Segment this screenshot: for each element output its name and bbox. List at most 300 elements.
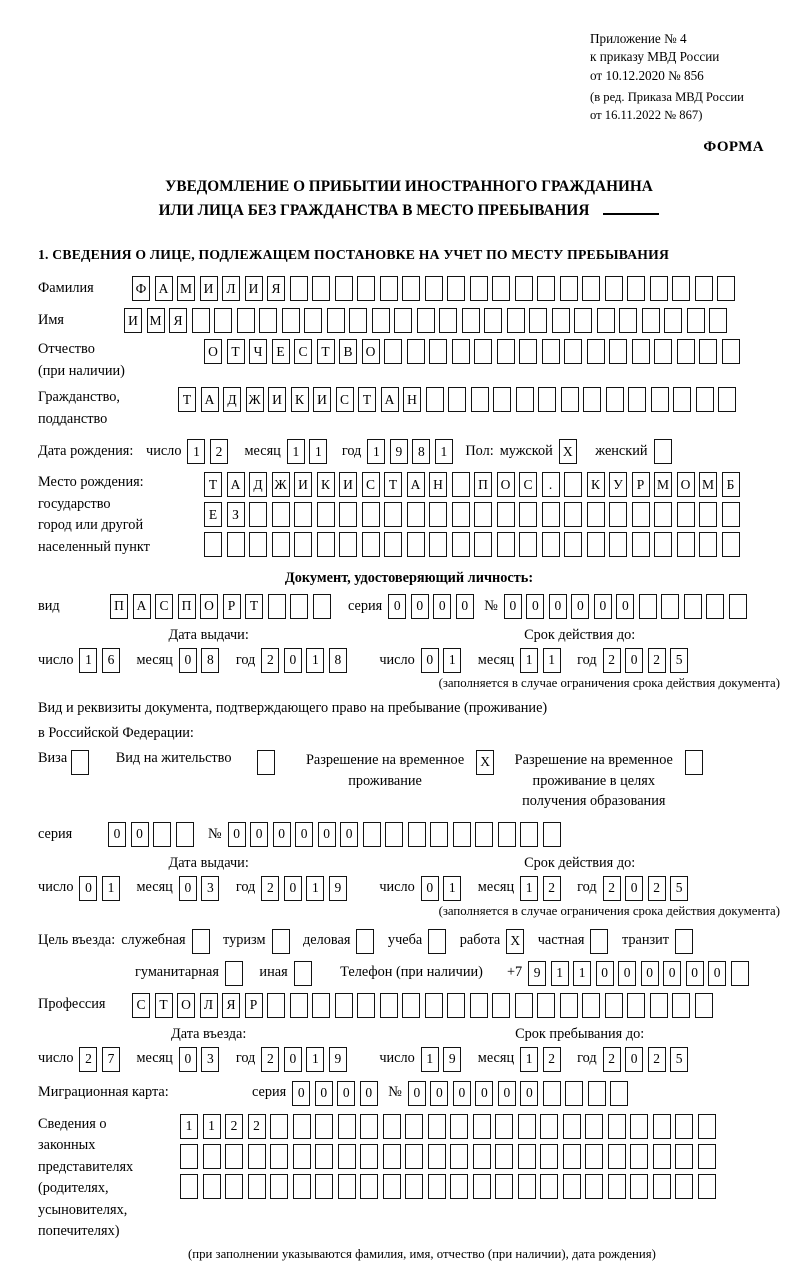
char-cell[interactable]: [317, 502, 335, 527]
char-cell[interactable]: [654, 532, 672, 557]
char-cell[interactable]: [327, 308, 345, 333]
char-cell[interactable]: К: [587, 472, 605, 497]
char-cell[interactable]: [585, 1174, 603, 1199]
char-cell[interactable]: X: [506, 929, 524, 954]
char-cell[interactable]: С: [362, 472, 380, 497]
identity-issue-month[interactable]: [179, 648, 224, 673]
char-cell[interactable]: [729, 594, 747, 619]
char-cell[interactable]: [484, 308, 502, 333]
char-cell[interactable]: [630, 1114, 648, 1139]
identity-expiry-day[interactable]: [421, 648, 466, 673]
char-cell[interactable]: [214, 308, 232, 333]
char-cell[interactable]: [294, 961, 312, 986]
identity-number-boxes[interactable]: [504, 594, 752, 619]
char-cell[interactable]: [257, 750, 275, 775]
char-cell[interactable]: [384, 532, 402, 557]
char-cell[interactable]: 0: [295, 822, 313, 847]
char-cell[interactable]: Я: [222, 993, 240, 1018]
residence-issue-year[interactable]: [261, 876, 351, 901]
birth-day-boxes[interactable]: [187, 439, 232, 464]
char-cell[interactable]: 0: [421, 876, 439, 901]
char-cell[interactable]: [349, 308, 367, 333]
char-cell[interactable]: [582, 276, 600, 301]
char-cell[interactable]: [452, 532, 470, 557]
char-cell[interactable]: 7: [102, 1047, 120, 1072]
char-cell[interactable]: [270, 1144, 288, 1169]
char-cell[interactable]: 1: [573, 961, 591, 986]
char-cell[interactable]: [267, 993, 285, 1018]
char-cell[interactable]: 0: [453, 1081, 471, 1106]
char-cell[interactable]: [585, 1114, 603, 1139]
char-cell[interactable]: 0: [79, 876, 97, 901]
char-cell[interactable]: Т: [204, 472, 222, 497]
identity-issue-day[interactable]: [79, 648, 124, 673]
char-cell[interactable]: [609, 339, 627, 364]
char-cell[interactable]: [709, 308, 727, 333]
char-cell[interactable]: [718, 387, 736, 412]
char-cell[interactable]: [362, 532, 380, 557]
char-cell[interactable]: [677, 532, 695, 557]
char-cell[interactable]: Р: [245, 993, 263, 1018]
char-cell[interactable]: [632, 532, 650, 557]
char-cell[interactable]: [563, 1144, 581, 1169]
char-cell[interactable]: 2: [261, 1047, 279, 1072]
char-cell[interactable]: 0: [228, 822, 246, 847]
char-cell[interactable]: [519, 502, 537, 527]
char-cell[interactable]: 0: [571, 594, 589, 619]
char-cell[interactable]: [450, 1114, 468, 1139]
char-cell[interactable]: [542, 339, 560, 364]
char-cell[interactable]: [519, 339, 537, 364]
sex-male-checkbox[interactable]: [559, 439, 582, 464]
stay-year[interactable]: [603, 1047, 693, 1072]
char-cell[interactable]: [609, 532, 627, 557]
char-cell[interactable]: [407, 502, 425, 527]
char-cell[interactable]: [360, 1114, 378, 1139]
char-cell[interactable]: О: [177, 993, 195, 1018]
residence-expiry-month[interactable]: [520, 876, 565, 901]
char-cell[interactable]: [272, 532, 290, 557]
phone-boxes[interactable]: [528, 961, 753, 986]
char-cell[interactable]: [475, 822, 493, 847]
char-cell[interactable]: [290, 993, 308, 1018]
char-cell[interactable]: 2: [603, 648, 621, 673]
residence-expiry-year[interactable]: [603, 876, 693, 901]
char-cell[interactable]: X: [559, 439, 577, 464]
char-cell[interactable]: [540, 1114, 558, 1139]
char-cell[interactable]: [538, 387, 556, 412]
residence-issue-month[interactable]: [179, 876, 224, 901]
char-cell[interactable]: 1: [520, 1047, 538, 1072]
char-cell[interactable]: [380, 276, 398, 301]
purpose-option-checkbox[interactable]: [506, 929, 529, 954]
char-cell[interactable]: 1: [421, 1047, 439, 1072]
char-cell[interactable]: [407, 532, 425, 557]
char-cell[interactable]: [270, 1114, 288, 1139]
entry-day[interactable]: [79, 1047, 124, 1072]
char-cell[interactable]: [650, 276, 668, 301]
char-cell[interactable]: 2: [261, 876, 279, 901]
char-cell[interactable]: 1: [306, 876, 324, 901]
char-cell[interactable]: 0: [456, 594, 474, 619]
profession-boxes[interactable]: [132, 993, 717, 1018]
char-cell[interactable]: М: [177, 276, 195, 301]
temp-residence-checkbox[interactable]: [476, 750, 499, 775]
char-cell[interactable]: [272, 502, 290, 527]
char-cell[interactable]: 0: [625, 876, 643, 901]
char-cell[interactable]: 0: [131, 822, 149, 847]
char-cell[interactable]: [192, 308, 210, 333]
char-cell[interactable]: [537, 993, 555, 1018]
char-cell[interactable]: [249, 532, 267, 557]
stay-day[interactable]: [421, 1047, 466, 1072]
char-cell[interactable]: 0: [498, 1081, 516, 1106]
representatives-boxes-row1[interactable]: [180, 1114, 720, 1139]
char-cell[interactable]: [610, 1081, 628, 1106]
char-cell[interactable]: 0: [625, 648, 643, 673]
char-cell[interactable]: [384, 339, 402, 364]
residence-series-boxes[interactable]: [108, 822, 198, 847]
char-cell[interactable]: [722, 339, 740, 364]
char-cell[interactable]: [675, 1174, 693, 1199]
char-cell[interactable]: [383, 1114, 401, 1139]
stay-month[interactable]: [520, 1047, 565, 1072]
char-cell[interactable]: [471, 387, 489, 412]
char-cell[interactable]: [357, 276, 375, 301]
char-cell[interactable]: [628, 387, 646, 412]
char-cell[interactable]: 2: [648, 648, 666, 673]
char-cell[interactable]: [520, 822, 538, 847]
char-cell[interactable]: [339, 532, 357, 557]
char-cell[interactable]: [606, 387, 624, 412]
char-cell[interactable]: [492, 993, 510, 1018]
char-cell[interactable]: [380, 993, 398, 1018]
char-cell[interactable]: [225, 1174, 243, 1199]
char-cell[interactable]: [450, 1144, 468, 1169]
char-cell[interactable]: [518, 1174, 536, 1199]
char-cell[interactable]: [542, 532, 560, 557]
char-cell[interactable]: [507, 308, 525, 333]
char-cell[interactable]: 0: [179, 648, 197, 673]
char-cell[interactable]: [462, 308, 480, 333]
char-cell[interactable]: [560, 276, 578, 301]
char-cell[interactable]: Р: [632, 472, 650, 497]
char-cell[interactable]: [408, 822, 426, 847]
char-cell[interactable]: 0: [273, 822, 291, 847]
char-cell[interactable]: [426, 387, 444, 412]
char-cell[interactable]: [357, 993, 375, 1018]
char-cell[interactable]: О: [497, 472, 515, 497]
char-cell[interactable]: 2: [248, 1114, 266, 1139]
char-cell[interactable]: [642, 308, 660, 333]
char-cell[interactable]: И: [294, 472, 312, 497]
char-cell[interactable]: А: [201, 387, 219, 412]
char-cell[interactable]: И: [313, 387, 331, 412]
char-cell[interactable]: [272, 929, 290, 954]
purpose-option-checkbox[interactable]: [192, 929, 215, 954]
char-cell[interactable]: [176, 822, 194, 847]
char-cell[interactable]: [519, 532, 537, 557]
char-cell[interactable]: 1: [520, 648, 538, 673]
char-cell[interactable]: [515, 993, 533, 1018]
char-cell[interactable]: [294, 532, 312, 557]
char-cell[interactable]: Т: [317, 339, 335, 364]
char-cell[interactable]: 0: [526, 594, 544, 619]
char-cell[interactable]: [428, 1174, 446, 1199]
identity-expiry-month[interactable]: [520, 648, 565, 673]
char-cell[interactable]: [699, 502, 717, 527]
char-cell[interactable]: 1: [102, 876, 120, 901]
char-cell[interactable]: [590, 929, 608, 954]
char-cell[interactable]: [498, 822, 516, 847]
char-cell[interactable]: [654, 439, 672, 464]
residence-number-boxes[interactable]: [228, 822, 566, 847]
char-cell[interactable]: [203, 1174, 221, 1199]
char-cell[interactable]: 9: [528, 961, 546, 986]
char-cell[interactable]: [225, 961, 243, 986]
char-cell[interactable]: [405, 1114, 423, 1139]
char-cell[interactable]: [588, 1081, 606, 1106]
char-cell[interactable]: 9: [443, 1047, 461, 1072]
char-cell[interactable]: [450, 1174, 468, 1199]
char-cell[interactable]: Р: [223, 594, 241, 619]
char-cell[interactable]: [402, 276, 420, 301]
char-cell[interactable]: 1: [551, 961, 569, 986]
char-cell[interactable]: [696, 387, 714, 412]
char-cell[interactable]: Ч: [249, 339, 267, 364]
char-cell[interactable]: 0: [663, 961, 681, 986]
char-cell[interactable]: [675, 929, 693, 954]
residence-permit-checkbox[interactable]: [257, 750, 280, 775]
char-cell[interactable]: 2: [210, 439, 228, 464]
char-cell[interactable]: [516, 387, 534, 412]
char-cell[interactable]: [529, 308, 547, 333]
char-cell[interactable]: 2: [79, 1047, 97, 1072]
birth-year-boxes[interactable]: [367, 439, 457, 464]
char-cell[interactable]: [563, 1114, 581, 1139]
char-cell[interactable]: С: [294, 339, 312, 364]
char-cell[interactable]: [470, 276, 488, 301]
char-cell[interactable]: [313, 594, 331, 619]
char-cell[interactable]: [312, 993, 330, 1018]
char-cell[interactable]: [653, 1144, 671, 1169]
char-cell[interactable]: [722, 532, 740, 557]
char-cell[interactable]: [248, 1144, 266, 1169]
char-cell[interactable]: [497, 339, 515, 364]
residence-expiry-day[interactable]: [421, 876, 466, 901]
char-cell[interactable]: [439, 308, 457, 333]
char-cell[interactable]: У: [609, 472, 627, 497]
char-cell[interactable]: А: [155, 276, 173, 301]
char-cell[interactable]: 3: [201, 876, 219, 901]
char-cell[interactable]: [268, 594, 286, 619]
char-cell[interactable]: [672, 993, 690, 1018]
char-cell[interactable]: 0: [618, 961, 636, 986]
char-cell[interactable]: [405, 1144, 423, 1169]
purpose-option-checkbox[interactable]: [428, 929, 451, 954]
char-cell[interactable]: [587, 532, 605, 557]
char-cell[interactable]: 0: [708, 961, 726, 986]
char-cell[interactable]: [717, 276, 735, 301]
char-cell[interactable]: 1: [309, 439, 327, 464]
char-cell[interactable]: [699, 532, 717, 557]
char-cell[interactable]: [237, 308, 255, 333]
char-cell[interactable]: Н: [429, 472, 447, 497]
char-cell[interactable]: И: [200, 276, 218, 301]
birth-place-boxes-row2[interactable]: [204, 502, 744, 527]
char-cell[interactable]: [259, 308, 277, 333]
char-cell[interactable]: [587, 502, 605, 527]
purpose-option-checkbox[interactable]: [590, 929, 613, 954]
char-cell[interactable]: [474, 502, 492, 527]
char-cell[interactable]: 0: [179, 1047, 197, 1072]
birth-place-boxes-row1[interactable]: [204, 472, 744, 497]
char-cell[interactable]: [497, 532, 515, 557]
char-cell[interactable]: И: [268, 387, 286, 412]
purpose-option-checkbox[interactable]: [356, 929, 379, 954]
purpose-option-checkbox[interactable]: [272, 929, 295, 954]
char-cell[interactable]: Ф: [132, 276, 150, 301]
char-cell[interactable]: М: [147, 308, 165, 333]
char-cell[interactable]: [653, 1174, 671, 1199]
char-cell[interactable]: [474, 532, 492, 557]
char-cell[interactable]: [452, 339, 470, 364]
char-cell[interactable]: 1: [180, 1114, 198, 1139]
char-cell[interactable]: [428, 929, 446, 954]
char-cell[interactable]: [470, 993, 488, 1018]
char-cell[interactable]: [597, 308, 615, 333]
char-cell[interactable]: 0: [408, 1081, 426, 1106]
char-cell[interactable]: [385, 822, 403, 847]
char-cell[interactable]: [608, 1144, 626, 1169]
char-cell[interactable]: 2: [543, 1047, 561, 1072]
char-cell[interactable]: [227, 532, 245, 557]
char-cell[interactable]: [407, 339, 425, 364]
char-cell[interactable]: [249, 502, 267, 527]
char-cell[interactable]: 1: [203, 1114, 221, 1139]
char-cell[interactable]: [360, 1144, 378, 1169]
char-cell[interactable]: Е: [204, 502, 222, 527]
char-cell[interactable]: А: [407, 472, 425, 497]
char-cell[interactable]: [518, 1144, 536, 1169]
char-cell[interactable]: [203, 1144, 221, 1169]
char-cell[interactable]: [695, 993, 713, 1018]
char-cell[interactable]: 0: [475, 1081, 493, 1106]
char-cell[interactable]: [608, 1174, 626, 1199]
char-cell[interactable]: [609, 502, 627, 527]
char-cell[interactable]: [639, 594, 657, 619]
char-cell[interactable]: 8: [329, 648, 347, 673]
char-cell[interactable]: [564, 502, 582, 527]
char-cell[interactable]: [405, 1174, 423, 1199]
char-cell[interactable]: [542, 502, 560, 527]
char-cell[interactable]: [515, 276, 533, 301]
char-cell[interactable]: А: [133, 594, 151, 619]
char-cell[interactable]: 0: [284, 876, 302, 901]
char-cell[interactable]: 2: [261, 648, 279, 673]
char-cell[interactable]: Я: [169, 308, 187, 333]
char-cell[interactable]: [315, 1144, 333, 1169]
char-cell[interactable]: [654, 339, 672, 364]
char-cell[interactable]: [731, 961, 749, 986]
char-cell[interactable]: Т: [155, 993, 173, 1018]
char-cell[interactable]: [687, 308, 705, 333]
char-cell[interactable]: 0: [340, 822, 358, 847]
char-cell[interactable]: [204, 532, 222, 557]
char-cell[interactable]: 0: [108, 822, 126, 847]
name-boxes[interactable]: [124, 308, 732, 333]
char-cell[interactable]: 3: [201, 1047, 219, 1072]
char-cell[interactable]: [698, 1144, 716, 1169]
char-cell[interactable]: К: [291, 387, 309, 412]
char-cell[interactable]: [317, 532, 335, 557]
char-cell[interactable]: [564, 472, 582, 497]
char-cell[interactable]: 9: [329, 876, 347, 901]
entry-month[interactable]: [179, 1047, 224, 1072]
char-cell[interactable]: [429, 339, 447, 364]
char-cell[interactable]: [672, 276, 690, 301]
char-cell[interactable]: [290, 594, 308, 619]
char-cell[interactable]: 1: [306, 1047, 324, 1072]
char-cell[interactable]: Т: [245, 594, 263, 619]
identity-issue-year[interactable]: [261, 648, 351, 673]
char-cell[interactable]: [360, 1174, 378, 1199]
char-cell[interactable]: [605, 993, 623, 1018]
char-cell[interactable]: 2: [603, 1047, 621, 1072]
char-cell[interactable]: [627, 993, 645, 1018]
char-cell[interactable]: [452, 502, 470, 527]
char-cell[interactable]: [293, 1114, 311, 1139]
char-cell[interactable]: [493, 387, 511, 412]
char-cell[interactable]: [225, 1144, 243, 1169]
char-cell[interactable]: 0: [430, 1081, 448, 1106]
char-cell[interactable]: 1: [306, 648, 324, 673]
char-cell[interactable]: [335, 993, 353, 1018]
char-cell[interactable]: 0: [360, 1081, 378, 1106]
char-cell[interactable]: [293, 1144, 311, 1169]
char-cell[interactable]: Л: [222, 276, 240, 301]
char-cell[interactable]: К: [317, 472, 335, 497]
char-cell[interactable]: И: [245, 276, 263, 301]
char-cell[interactable]: 8: [201, 648, 219, 673]
char-cell[interactable]: М: [699, 472, 717, 497]
char-cell[interactable]: [560, 993, 578, 1018]
char-cell[interactable]: 1: [79, 648, 97, 673]
char-cell[interactable]: 1: [187, 439, 205, 464]
char-cell[interactable]: [518, 1114, 536, 1139]
char-cell[interactable]: И: [339, 472, 357, 497]
char-cell[interactable]: П: [110, 594, 128, 619]
char-cell[interactable]: [384, 502, 402, 527]
char-cell[interactable]: [650, 993, 668, 1018]
char-cell[interactable]: [675, 1144, 693, 1169]
char-cell[interactable]: [71, 750, 89, 775]
char-cell[interactable]: 0: [411, 594, 429, 619]
char-cell[interactable]: [698, 1114, 716, 1139]
char-cell[interactable]: [315, 1114, 333, 1139]
char-cell[interactable]: [448, 387, 466, 412]
char-cell[interactable]: И: [124, 308, 142, 333]
char-cell[interactable]: [630, 1174, 648, 1199]
char-cell[interactable]: [294, 502, 312, 527]
char-cell[interactable]: 9: [390, 439, 408, 464]
char-cell[interactable]: [685, 750, 703, 775]
char-cell[interactable]: [543, 1081, 561, 1106]
char-cell[interactable]: Е: [272, 339, 290, 364]
char-cell[interactable]: В: [339, 339, 357, 364]
char-cell[interactable]: [474, 339, 492, 364]
char-cell[interactable]: 1: [543, 648, 561, 673]
